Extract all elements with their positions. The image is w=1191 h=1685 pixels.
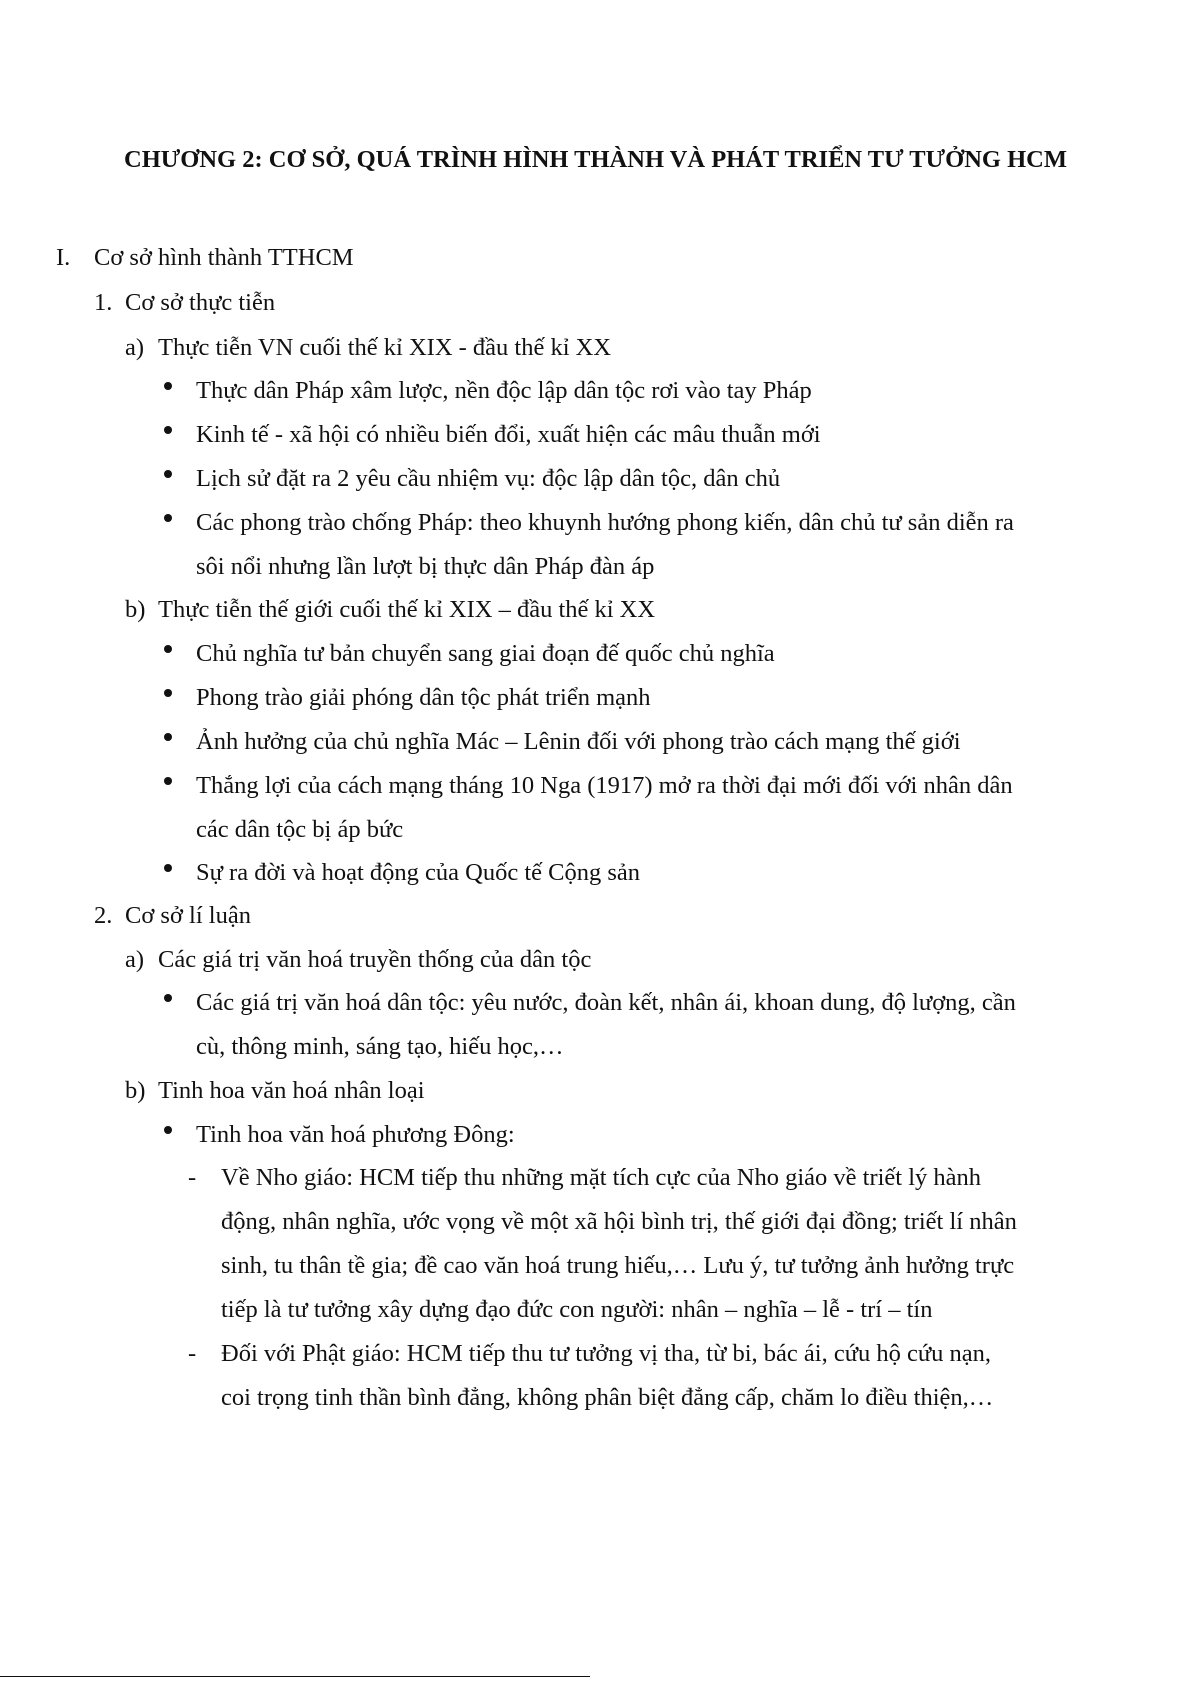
section-marker: I.	[56, 244, 71, 271]
footer-rule	[0, 1676, 590, 1677]
list-item: Thắng lợi của cách mạng tháng 10 Nga (1917) mở ra thời đại mới đối với nhân dân	[196, 772, 1013, 799]
bullet-dot	[164, 514, 172, 522]
dash-item-continuation: coi trọng tinh thần bình đẳng, không phân biệt đẳng cấp, chăm lo điều thiện,…	[221, 1384, 994, 1411]
list-item-continuation: sôi nổi nhưng lần lượt bị thực dân Pháp đàn áp	[196, 553, 655, 580]
bullet-dot	[164, 1126, 172, 1134]
part2-b-heading: Tinh hoa văn hoá nhân loại	[158, 1077, 425, 1104]
part2-marker: 2.	[94, 902, 113, 929]
dash-item-continuation: tiếp là tư tưởng xây dựng đạo đức con người: nhân – nghĩa – lễ - trí – tín	[221, 1296, 933, 1323]
part1-b-marker: b)	[125, 596, 146, 623]
bullet-dot	[164, 426, 172, 434]
list-item: Các phong trào chống Pháp: theo khuynh hướng phong kiến, dân chủ tư sản diễn ra	[196, 509, 1014, 536]
bullet-dot	[164, 689, 172, 697]
part1-heading: Cơ sở thực tiễn	[125, 289, 276, 316]
chapter-title: CHƯƠNG 2: CƠ SỞ, QUÁ TRÌNH HÌNH THÀNH VÀ PHÁT TRIỂN TƯ TƯỞNG HCM	[124, 146, 1067, 173]
bullet-dot	[164, 733, 172, 741]
list-item-continuation: cù, thông minh, sáng tạo, hiếu học,…	[196, 1033, 564, 1060]
part2-b-marker: b)	[125, 1077, 146, 1104]
bullet-dot	[164, 777, 172, 785]
part2-heading: Cơ sở lí luận	[125, 902, 251, 929]
bullet-dot	[164, 994, 172, 1002]
bullet-dot	[164, 382, 172, 390]
dash-item-continuation: động, nhân nghĩa, ước vọng về một xã hội bình trị, thế giới đại đồng; triết lí nhân	[221, 1208, 1017, 1235]
part2-a-marker: a)	[125, 946, 145, 973]
list-item: Phong trào giải phóng dân tộc phát triển mạnh	[196, 684, 651, 711]
bullet-dot	[164, 470, 172, 478]
part1-a-marker: a)	[125, 334, 145, 361]
list-item: Thực dân Pháp xâm lược, nền độc lập dân tộc rơi vào tay Pháp	[196, 377, 812, 404]
dash-item: Đối với Phật giáo: HCM tiếp thu tư tưởng vị tha, từ bi, bác ái, cứu hộ cứu nạn,	[221, 1340, 992, 1367]
dash-item: Về Nho giáo: HCM tiếp thu những mặt tích cực của Nho giáo về triết lý hành	[221, 1164, 982, 1191]
section-heading: Cơ sở hình thành TTHCM	[94, 244, 354, 271]
bullet-dot	[164, 645, 172, 653]
dash-marker: -	[188, 1164, 197, 1191]
list-item: Kinh tế - xã hội có nhiều biến đổi, xuất hiện các mâu thuẫn mới	[196, 421, 821, 448]
part1-marker: 1.	[94, 289, 113, 316]
list-item: Sự ra đời và hoạt động của Quốc tế Cộng sản	[196, 859, 641, 886]
dash-item-continuation: sinh, tu thân tề gia; đề cao văn hoá trung hiếu,… Lưu ý, tư tưởng ảnh hưởng trực	[221, 1252, 1015, 1279]
bullet-dot	[164, 864, 172, 872]
list-item: Ảnh hưởng của chủ nghĩa Mác – Lênin đối với phong trào cách mạng thế giới	[196, 728, 961, 755]
part1-b-heading: Thực tiễn thế giới cuối thế kỉ XIX – đầu thế kỉ XX	[158, 596, 656, 623]
list-item: Lịch sử đặt ra 2 yêu cầu nhiệm vụ: độc lập dân tộc, dân chủ	[196, 465, 781, 492]
list-item: Tinh hoa văn hoá phương Đông:	[196, 1121, 515, 1148]
list-item: Chủ nghĩa tư bản chuyển sang giai đoạn đế quốc chủ nghĩa	[196, 640, 775, 667]
list-item: Các giá trị văn hoá dân tộc: yêu nước, đoàn kết, nhân ái, khoan dung, độ lượng, cần	[196, 989, 1016, 1016]
part1-a-heading: Thực tiễn VN cuối thế kỉ XIX - đầu thế kỉ XX	[158, 334, 612, 361]
list-item-continuation: các dân tộc bị áp bức	[196, 816, 404, 843]
part2-a-heading: Các giá trị văn hoá truyền thống của dân tộc	[158, 946, 592, 973]
dash-marker: -	[188, 1340, 197, 1367]
